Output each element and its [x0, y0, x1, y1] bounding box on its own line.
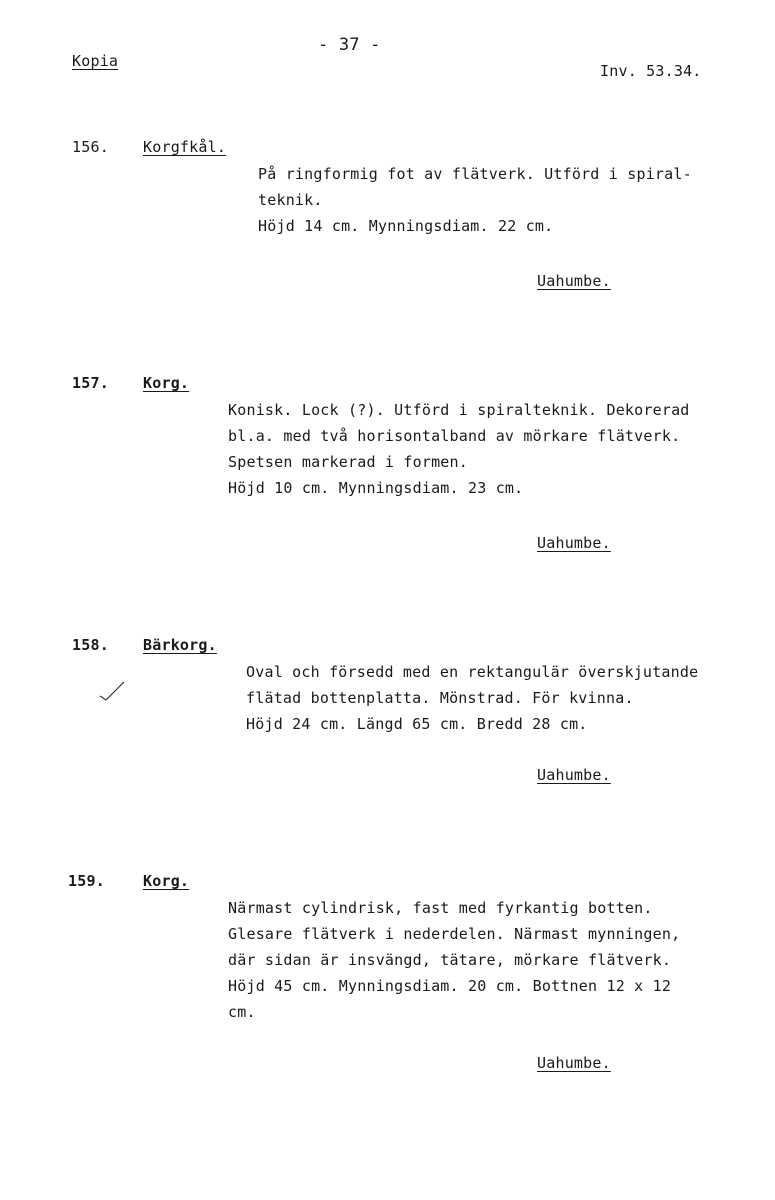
entry-title: Korgfkål. — [143, 138, 227, 156]
check-mark-icon — [98, 680, 126, 702]
entry-title: Korg. — [143, 872, 190, 890]
description-line: Spetsen markerad i formen. — [228, 453, 468, 471]
description-line: Höjd 24 cm. Längd 65 cm. Bredd 28 cm. — [246, 715, 588, 733]
entry-source: Uahumbe. — [537, 534, 611, 552]
entry-title: Korg. — [143, 374, 190, 392]
description-line: Närmast cylindrisk, fast med fyrkantig botten. — [228, 899, 653, 917]
page-number: - 37 - — [318, 35, 381, 55]
entry-number: 158. — [72, 636, 109, 654]
description-line: Oval och försedd med en rektangulär överskjutande — [246, 663, 699, 681]
entry-source: Uahumbe. — [537, 272, 611, 290]
description-line: cm. — [228, 1003, 256, 1021]
entry-number: 156. — [72, 138, 109, 156]
description-line: bl.a. med två horisontalband av mörkare flätverk. — [228, 427, 681, 445]
entry-description — [228, 397, 690, 501]
description-line: Höjd 10 cm. Mynningsdiam. 23 cm. — [228, 479, 524, 497]
description-line: På ringformig fot av flätverk. Utförd i spiral- — [258, 165, 692, 183]
entry-number: 159. — [68, 872, 105, 890]
entry-description — [228, 895, 680, 1025]
entry-source: Uahumbe. — [537, 766, 611, 784]
entry-number: 157. — [72, 374, 109, 392]
description-line: Glesare flätverk i nederdelen. Närmast mynningen, — [228, 925, 681, 943]
description-line: Höjd 14 cm. Mynningsdiam. 22 cm. — [258, 217, 554, 235]
description-line: Höjd 45 cm. Mynningsdiam. 20 cm. Bottnen 12 x 12 — [228, 977, 672, 995]
entry-description — [246, 659, 698, 737]
entry-source: Uahumbe. — [537, 1054, 611, 1072]
copy-label: Kopia — [72, 52, 119, 70]
entry-description — [258, 161, 692, 239]
description-line: där sidan är insvängd, tätare, mörkare flätverk. — [228, 951, 672, 969]
description-line: Konisk. Lock (?). Utförd i spiralteknik. Dekorerad — [228, 401, 690, 419]
entry-title: Bärkorg. — [143, 636, 217, 654]
inventory-number: Inv. 53.34. — [600, 62, 702, 80]
description-line: flätad bottenplatta. Mönstrad. För kvinna. — [246, 689, 634, 707]
description-line: teknik. — [258, 191, 323, 209]
